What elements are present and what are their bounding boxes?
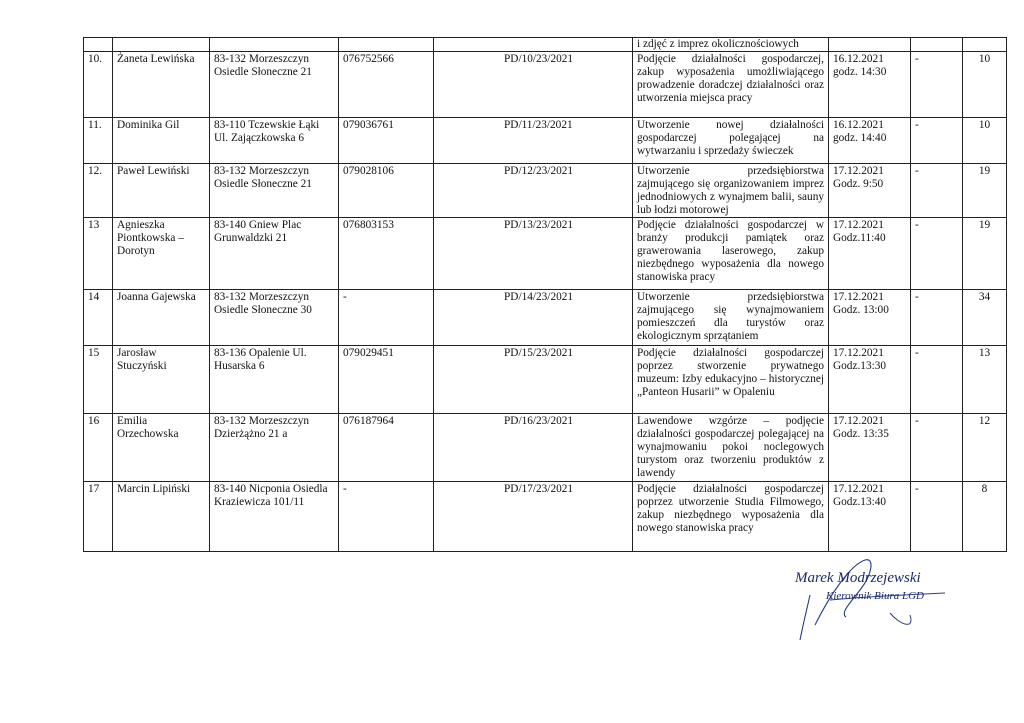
cell-application-number: PD/13/23/2021 (434, 218, 633, 290)
cell-score: 19 (963, 218, 1007, 290)
cell-score: 10 (963, 52, 1007, 118)
cell-lp: 17 (84, 482, 113, 552)
cell-description: Utworzenie nowej działalności gospodarczej polegającej na wytwarzaniu i sprzedaży świeczek (633, 118, 829, 164)
cell-description: Podjęcie działalności gospodarczej w branży produkcji pamiątek oraz grawerowania laserowego, zakup niezbędnego wyposażenia dla nowego stanowiska pracy (633, 218, 829, 290)
cell-lp: 10. (84, 52, 113, 118)
cell-dash: - (911, 482, 963, 552)
cell-date: 17.12.2021 Godz. 9:50 (829, 164, 911, 218)
table-row (84, 346, 1007, 414)
cell-date: 16.12.2021 godz. 14:30 (829, 52, 911, 118)
table-row (84, 414, 1007, 482)
cell-description: Lawendowe wzgórze – podjęcie działalności gospodarczej polegającej na wynajmowaniu pokoi noclegowych turystom oraz tworzeniu produktów z lawendy (633, 414, 829, 482)
cell-dash: - (911, 164, 963, 218)
cell-description: i zdjęć z imprez okolicznościowych (633, 38, 829, 52)
cell-name: Jarosław Stuczyński (113, 346, 210, 414)
cell-address: 83-132 Morzeszczyn Osiedle Słoneczne 30 (210, 290, 339, 346)
cell-regon: 079029451 (339, 346, 434, 414)
cell-dash: - (911, 290, 963, 346)
signature-name: Marek Modrzejewski (795, 570, 921, 586)
cell-regon: 076187964 (339, 414, 434, 482)
cell-date: 17.12.2021 Godz.13:40 (829, 482, 911, 552)
cell-score: 8 (963, 482, 1007, 552)
table-row-continuation (84, 38, 1007, 52)
cell-name: Agnieszka Piontkowska – Dorotyn (113, 218, 210, 290)
cell-description: Podjęcie działalności gospodarczej, zakup wyposażenia umożliwiającego prowadzenie doradczej działalności oraz utworzenia miejsca pracy (633, 52, 829, 118)
cell-lp: 12. (84, 164, 113, 218)
cell-address: 83-140 Nicponia Osiedla Kraziewicza 101/11 (210, 482, 339, 552)
applications-table (83, 37, 1007, 552)
table-row (84, 52, 1007, 118)
cell-application-number: PD/15/23/2021 (434, 346, 633, 414)
cell-name: Joanna Gajewska (113, 290, 210, 346)
cell-date: 17.12.2021 Godz.13:30 (829, 346, 911, 414)
cell-dash: - (911, 218, 963, 290)
table-row (84, 290, 1007, 346)
cell-description: Utworzenie przedsiębiorstwa zajmującego się wynajmowaniem pomieszczeń dla turystów oraz ekologicznym sprzątaniem (633, 290, 829, 346)
cell-regon: 079036761 (339, 118, 434, 164)
cell-address: 83-110 Tczewskie Łąki Ul. Zajączkowska 6 (210, 118, 339, 164)
cell-lp: 13 (84, 218, 113, 290)
cell-score: 13 (963, 346, 1007, 414)
cell-description: Utworzenie przedsiębiorstwa zajmującego się organizowaniem imprez jednodniowych z wynajmem balii, sauny lub łodzi motorowej (633, 164, 829, 218)
cell-description: Podjęcie działalności gospodarczej poprzez stworzenie prywatnego muzeum: Izby edukacyjno – historycznej „Panteon Husarii” w Opaleniu (633, 346, 829, 414)
cell-name: Paweł Lewiński (113, 164, 210, 218)
cell-address: 83-132 Morzeszczyn Osiedle Słoneczne 21 (210, 164, 339, 218)
cell-score: 19 (963, 164, 1007, 218)
table-row (84, 164, 1007, 218)
cell-address: 83-136 Opalenie Ul. Husarska 6 (210, 346, 339, 414)
cell-dash: - (911, 346, 963, 414)
cell-date: 17.12.2021 Godz. 13:35 (829, 414, 911, 482)
signature-role: Kierownik Biura LGD (826, 590, 924, 602)
cell-score: 10 (963, 118, 1007, 164)
cell-name: Marcin Lipiński (113, 482, 210, 552)
cell-score: 12 (963, 414, 1007, 482)
cell-application-number: PD/10/23/2021 (434, 52, 633, 118)
cell-regon: 079028106 (339, 164, 434, 218)
cell-application-number: PD/16/23/2021 (434, 414, 633, 482)
table-row (84, 218, 1007, 290)
cell-date: 16.12.2021 godz. 14:40 (829, 118, 911, 164)
cell-address: 83-140 Gniew Plac Grunwaldzki 21 (210, 218, 339, 290)
cell-dash: - (911, 118, 963, 164)
cell-date: 17.12.2021 Godz. 13:00 (829, 290, 911, 346)
cell-application-number: PD/14/23/2021 (434, 290, 633, 346)
cell-lp: 15 (84, 346, 113, 414)
cell-dash: - (911, 52, 963, 118)
cell-address: 83-132 Morzeszczyn Dzierżążno 21 a (210, 414, 339, 482)
cell-lp: 11. (84, 118, 113, 164)
table-row (84, 482, 1007, 552)
table-row (84, 118, 1007, 164)
cell-score: 34 (963, 290, 1007, 346)
cell-regon: 076752566 (339, 52, 434, 118)
cell-lp: 14 (84, 290, 113, 346)
cell-name: Emilia Orzechowska (113, 414, 210, 482)
cell-application-number: PD/17/23/2021 (434, 482, 633, 552)
cell-regon: - (339, 290, 434, 346)
cell-dash: - (911, 414, 963, 482)
cell-description: Podjęcie działalności gospodarczej poprzez utworzenie Studia Filmowego, zakup niezbędnego wyposażenia dla nowego stanowiska pracy (633, 482, 829, 552)
cell-address: 83-132 Morzeszczyn Osiedle Słoneczne 21 (210, 52, 339, 118)
cell-regon: 076803153 (339, 218, 434, 290)
cell-date: 17.12.2021 Godz.11:40 (829, 218, 911, 290)
cell-application-number: PD/11/23/2021 (434, 118, 633, 164)
cell-name: Dominika Gil (113, 118, 210, 164)
cell-regon: - (339, 482, 434, 552)
cell-lp: 16 (84, 414, 113, 482)
cell-name: Żaneta Lewińska (113, 52, 210, 118)
cell-application-number: PD/12/23/2021 (434, 164, 633, 218)
